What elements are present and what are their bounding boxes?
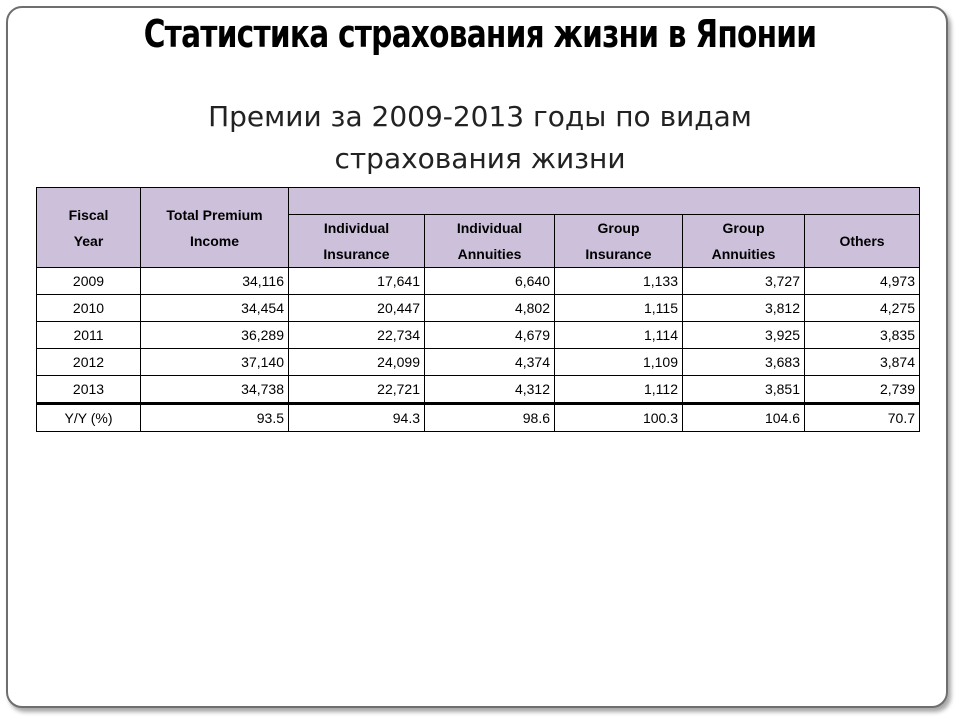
table-row xyxy=(37,349,920,376)
header-total-premium: Total Premium Income xyxy=(141,188,289,268)
cell-others: 3,835 xyxy=(805,322,920,349)
page-title: Статистика страхования жизни в Японии xyxy=(143,12,817,56)
cell-total: 37,140 xyxy=(141,349,289,376)
cell-yoy-label: Y/Y (%) xyxy=(37,404,141,432)
cell-group-insurance: 1,114 xyxy=(555,322,683,349)
cell-yoy-group-insurance: 100.3 xyxy=(555,404,683,432)
cell-total: 36,289 xyxy=(141,322,289,349)
header-category-band xyxy=(289,188,920,215)
subtitle xyxy=(0,96,960,180)
cell-year: 2010 xyxy=(37,295,141,322)
cell-others: 3,874 xyxy=(805,349,920,376)
cell-total: 34,454 xyxy=(141,295,289,322)
cell-individual-annuities: 4,679 xyxy=(425,322,555,349)
cell-year: 2013 xyxy=(37,376,141,404)
cell-group-insurance: 1,112 xyxy=(555,376,683,404)
subtitle-line-1: Премии за 2009-2013 годы по видам xyxy=(208,100,752,133)
header-group-insurance: Group Insurance xyxy=(555,215,683,268)
table-row xyxy=(37,376,920,404)
cell-individual-annuities: 4,374 xyxy=(425,349,555,376)
cell-group-annuities: 3,727 xyxy=(683,268,805,295)
header-row-top xyxy=(37,188,920,215)
table-row xyxy=(37,322,920,349)
cell-group-annuities: 3,925 xyxy=(683,322,805,349)
cell-individual-insurance: 17,641 xyxy=(289,268,425,295)
cell-yoy-individual-insurance: 94.3 xyxy=(289,404,425,432)
cell-individual-insurance: 24,099 xyxy=(289,349,425,376)
cell-others: 2,739 xyxy=(805,376,920,404)
table-row xyxy=(37,268,920,295)
cell-year: 2012 xyxy=(37,349,141,376)
premium-table xyxy=(36,187,920,432)
cell-others: 4,973 xyxy=(805,268,920,295)
cell-individual-annuities: 4,802 xyxy=(425,295,555,322)
header-others: Others xyxy=(805,215,920,268)
cell-individual-annuities: 4,312 xyxy=(425,376,555,404)
cell-individual-annuities: 6,640 xyxy=(425,268,555,295)
cell-group-annuities: 3,851 xyxy=(683,376,805,404)
cell-individual-insurance: 22,721 xyxy=(289,376,425,404)
cell-individual-insurance: 20,447 xyxy=(289,295,425,322)
cell-total: 34,738 xyxy=(141,376,289,404)
cell-year: 2009 xyxy=(37,268,141,295)
header-individual-annuities: Individual Annuities xyxy=(425,215,555,268)
cell-yoy-others: 70.7 xyxy=(805,404,920,432)
header-individual-insurance: Individual Insurance xyxy=(289,215,425,268)
cell-yoy-total: 93.5 xyxy=(141,404,289,432)
cell-group-annuities: 3,812 xyxy=(683,295,805,322)
cell-year: 2011 xyxy=(37,322,141,349)
cell-yoy-group-annuities: 104.6 xyxy=(683,404,805,432)
cell-yoy-individual-annuities: 98.6 xyxy=(425,404,555,432)
cell-group-insurance: 1,133 xyxy=(555,268,683,295)
cell-group-insurance: 1,115 xyxy=(555,295,683,322)
header-group-annuities: Group Annuities xyxy=(683,215,805,268)
header-fiscal-year: Fiscal Year xyxy=(37,188,141,268)
cell-total: 34,116 xyxy=(141,268,289,295)
table-row xyxy=(37,295,920,322)
cell-group-annuities: 3,683 xyxy=(683,349,805,376)
yoy-row xyxy=(37,404,920,432)
subtitle-line-2: страхования жизни xyxy=(334,142,626,175)
cell-group-insurance: 1,109 xyxy=(555,349,683,376)
cell-individual-insurance: 22,734 xyxy=(289,322,425,349)
cell-others: 4,275 xyxy=(805,295,920,322)
